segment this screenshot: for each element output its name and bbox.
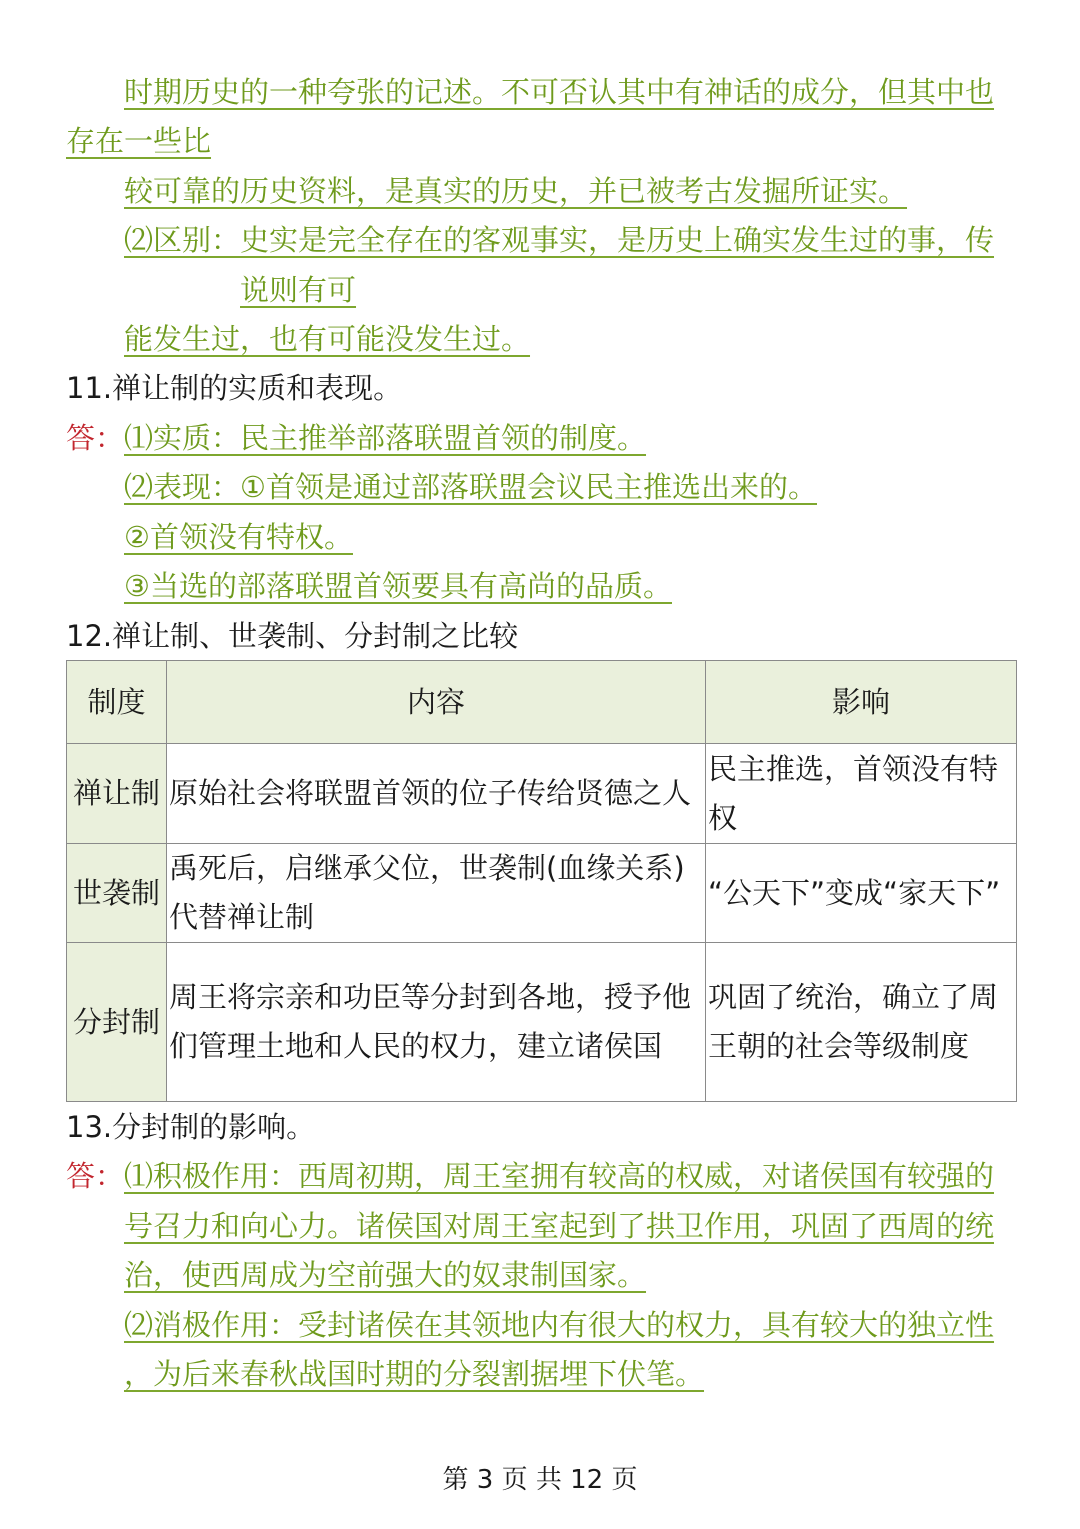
q11-title: 11.禅让制的实质和表现。: [66, 371, 403, 405]
q13-answer-1: ⑴积极作用：西周初期，周王室拥有较高的权威，对诸侯国有较强的: [124, 1159, 995, 1193]
header-content: 内容: [167, 661, 706, 744]
q11-answer-label: 答：: [66, 421, 125, 455]
table-row: [67, 943, 1017, 1102]
row-impact: “公天下”变成“家天下”: [706, 844, 1017, 943]
q13-title: 13.分封制的影响。: [66, 1110, 316, 1144]
row-impact: 民主推选，首领没有特权: [706, 744, 1017, 844]
row-content: 周王将宗亲和功臣等分封到各地，授予他们管理土地和人民的权力，建立诸侯国: [167, 943, 706, 1102]
comparison-table: [66, 660, 1017, 1102]
row-system: 分封制: [67, 943, 167, 1102]
header-system: 制度: [67, 661, 167, 744]
intro-line-4: ⑵区别：史实是完全存在的客观事实，是历史上确实发生过的事，传: [124, 223, 995, 257]
q11-answer-3: ②首领没有特权。: [124, 520, 353, 554]
q13-answer-3: 治，使西周成为空前强大的奴隶制国家。: [124, 1258, 647, 1292]
q13-answer-label: 答：: [66, 1159, 125, 1193]
q12-title: 12.禅让制、世袭制、分封制之比较: [66, 619, 519, 653]
row-system: 世袭制: [67, 844, 167, 943]
page-number: 第 3 页 共 12 页: [442, 1465, 638, 1495]
q11-answer-4: ③当选的部落联盟首领要具有高尚的品质。: [124, 569, 672, 603]
row-content: 禹死后，启继承父位，世袭制(血缘关系)代替禅让制: [167, 844, 706, 943]
q13-answer-2: 号召力和向心力。诸侯国对周王室起到了拱卫作用，巩固了西周的统: [124, 1209, 995, 1243]
intro-line-5: 说则有可: [240, 273, 357, 307]
q11-answer-2: ⑵表现：①首领是通过部落联盟会议民主推选出来的。: [124, 470, 817, 504]
q13-answer-5: ，为后来春秋战国时期的分裂割据埋下伏笔。: [124, 1357, 705, 1391]
intro-line-6: 能发生过，也有可能没发生过。: [124, 322, 531, 356]
table-row: [67, 844, 1017, 943]
table-header-row: [67, 661, 1017, 744]
intro-line-2: 存在一些比: [66, 124, 212, 158]
row-system: 禅让制: [67, 744, 167, 844]
q13-answer-4: ⑵消极作用：受封诸侯在其领地内有很大的权力，具有较大的独立性: [124, 1308, 995, 1342]
row-impact: 巩固了统治，确立了周王朝的社会等级制度: [706, 943, 1017, 1102]
table-row: [67, 744, 1017, 844]
row-content: 原始社会将联盟首领的位子传给贤德之人: [167, 744, 706, 844]
q11-answer-1: ⑴实质：民主推举部落联盟首领的制度。: [124, 421, 647, 455]
intro-line-3: 较可靠的历史资料，是真实的历史，并已被考古发掘所证实。: [124, 174, 908, 208]
header-impact: 影响: [706, 661, 1017, 744]
intro-line-1: 时期历史的一种夸张的记述。不可否认其中有神话的成分，但其中也: [124, 75, 995, 109]
